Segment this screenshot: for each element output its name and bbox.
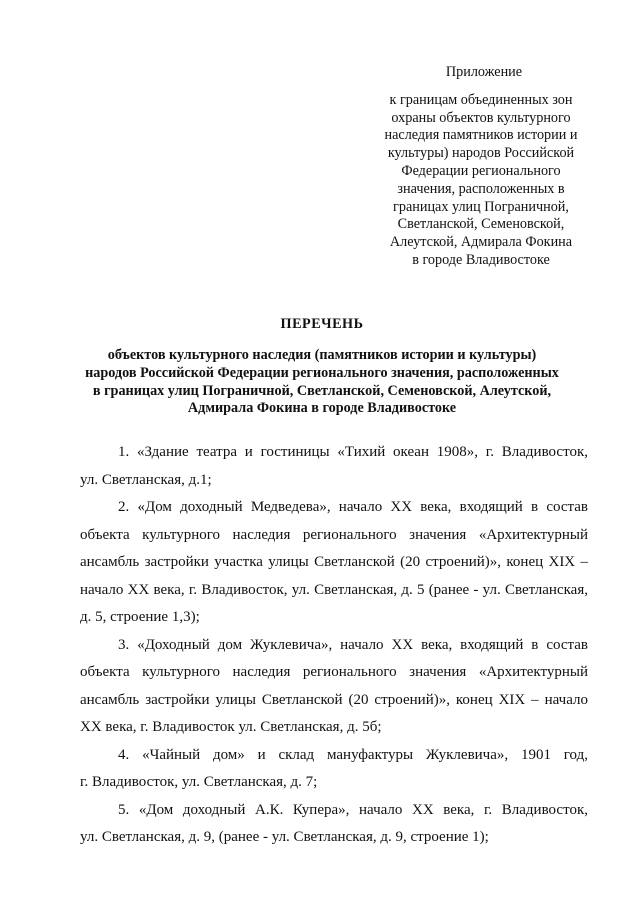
appendix-line: Алеутской, Адмирала Фокина [389, 234, 573, 251]
document-subtitle-line: объектов культурного наследия (памятников истории и культуры) [107, 347, 537, 363]
appendix-block [352, 64, 610, 270]
document-subtitle-line: Адмирала Фокина в городе Владивостоке [187, 400, 457, 417]
list-item-text-line: 5. «Дом доходный А.К. Купера», начало XX века, г. Владивосток, [118, 801, 588, 818]
list-item-text-line: ул. Светланская, д. 9, (ранее - ул. Светланская, д. 9, строение 1); [80, 829, 489, 845]
list-item-text-line: 4. «Чайный дом» и склад мануфактуры Жуклевича», 1901 год, [118, 746, 588, 763]
list-item-text-line: объекта культурного наследия регионального значения «Архитектурный [80, 664, 588, 680]
list-item-text-line: г. Владивосток, ул. Светланская, д. 7; [80, 774, 318, 790]
appendix-line: Светланской, Семеновской, [397, 216, 565, 233]
list-item-5 [80, 797, 588, 852]
list-item-text-line: начало XX века, г. Владивосток, ул. Светланская, д. 5 (ранее - ул. Светланская, [80, 581, 588, 598]
list-item-text-line: XX века, г. Владивосток ул. Светланская, д. 5б; [80, 719, 382, 735]
appendix-line: значения, расположенных в [397, 180, 565, 197]
list-item-text-line: ансамбль застройки улицы Светланской (20 строений)», конец XIX – начало [80, 691, 588, 708]
appendix-line: культуры) народов Российской [387, 145, 575, 162]
appendix-line: Федерации регионального [401, 162, 561, 179]
appendix-line: наследия памятников истории и [384, 127, 578, 144]
list-item-text-line: 1. «Здание театра и гостиницы «Тихий океан 1908», г. Владивосток, [118, 444, 588, 460]
list-item-text-line: 2. «Дом доходный Медведева», начало XX века, входящий в состав [118, 499, 588, 515]
list-item-text-line: объекта культурного наследия регионального значения «Архитектурный [80, 526, 588, 543]
list-item-text-line: ул. Светланская, д.1; [80, 471, 212, 488]
list-item-2 [80, 494, 588, 632]
list-item-4 [80, 742, 588, 797]
list-item-1 [80, 439, 588, 494]
list-item-text-line: д. 5, строение 1,3); [80, 609, 200, 625]
list-item-text-line: 3. «Доходный дом Жуклевича», начало XX века, входящий в состав [118, 636, 588, 653]
document-subtitle-line: в границах улиц Пограничной, Светланской, Семеновской, Алеутской, [92, 382, 552, 399]
appendix-line: границах улиц Пограничной, [393, 198, 569, 215]
document-heading [60, 316, 584, 418]
document-title: ПЕРЕЧЕНЬ [280, 316, 364, 332]
list-item-text-line: ансамбль застройки участка улицы Светланской (20 строений)», конец XIX – [80, 554, 588, 570]
heritage-objects-list [80, 439, 588, 852]
appendix-title: Приложение [445, 64, 523, 80]
appendix-line: в городе Владивостоке [412, 251, 550, 268]
appendix-line: охраны объектов культурного [391, 109, 571, 126]
document-subtitle-line: народов Российской Федерации регионального значения, расположенных [85, 364, 559, 381]
list-item-3 [80, 632, 588, 742]
appendix-line: к границам объединенных зон [389, 91, 573, 108]
